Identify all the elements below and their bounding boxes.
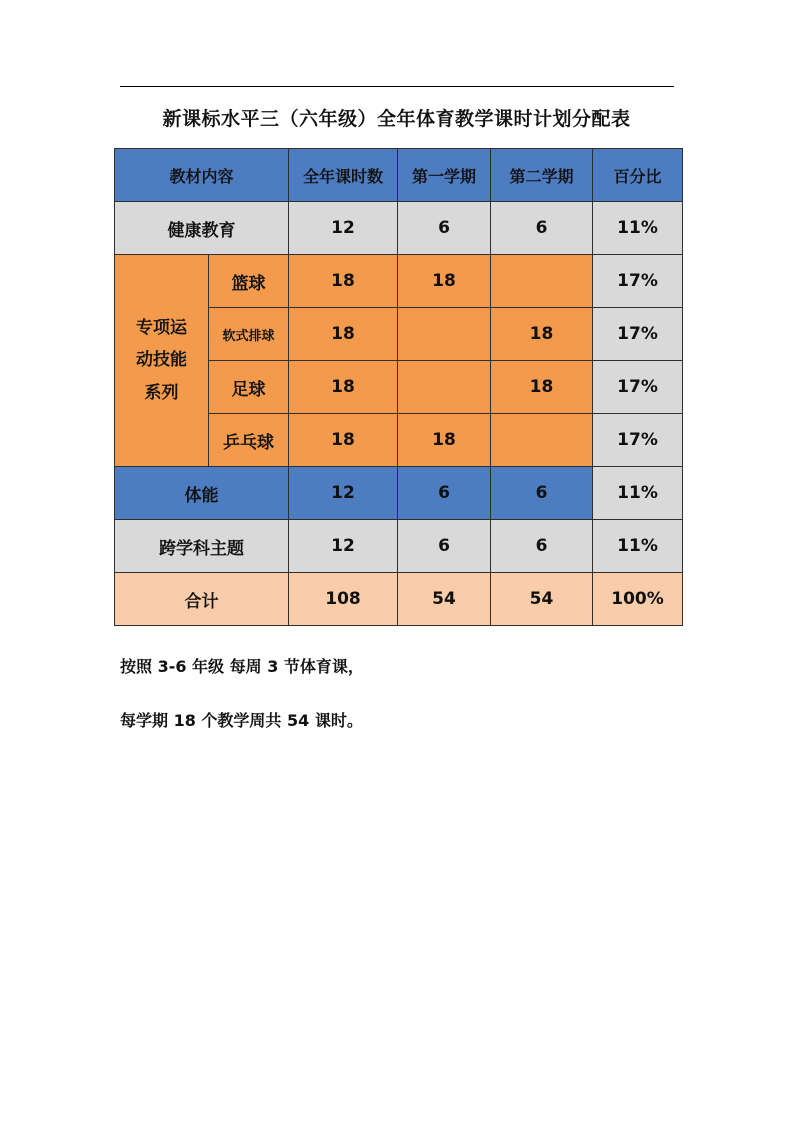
cell-percent: 17% bbox=[593, 308, 683, 361]
table-row-health bbox=[115, 202, 683, 255]
cell-term1: 18 bbox=[398, 414, 491, 467]
cell-term1 bbox=[398, 361, 491, 414]
row-label: 健康教育 bbox=[115, 202, 289, 255]
cell-term1: 6 bbox=[398, 467, 491, 520]
row-label: 软式排球 bbox=[209, 308, 289, 361]
cell-total: 12 bbox=[289, 467, 398, 520]
cell-percent: 11% bbox=[593, 520, 683, 573]
top-rule bbox=[120, 86, 674, 87]
cell-total: 12 bbox=[289, 520, 398, 573]
table-row-sum bbox=[115, 573, 683, 626]
cell-total: 18 bbox=[289, 361, 398, 414]
row-label: 乒乓球 bbox=[209, 414, 289, 467]
cell-term2 bbox=[491, 414, 593, 467]
special-group-label bbox=[115, 255, 209, 467]
header-row bbox=[115, 149, 683, 202]
cell-total: 18 bbox=[289, 414, 398, 467]
row-label: 跨学科主题 bbox=[115, 520, 289, 573]
cell-term1: 54 bbox=[398, 573, 491, 626]
cell-term2: 6 bbox=[491, 520, 593, 573]
note-line: 按照 3-6 年级 每周 3 节体育课， bbox=[120, 657, 364, 676]
table-row-fitness bbox=[115, 467, 683, 520]
cell-term1: 6 bbox=[398, 520, 491, 573]
cell-term2: 54 bbox=[491, 573, 593, 626]
cell-total: 18 bbox=[289, 255, 398, 308]
cell-percent: 11% bbox=[593, 202, 683, 255]
schedule-table bbox=[114, 148, 683, 626]
cell-percent: 100% bbox=[593, 573, 683, 626]
cell-term1: 18 bbox=[398, 255, 491, 308]
note-line: 每学期 18 个教学周共 54 课时。 bbox=[120, 711, 363, 730]
header-percent: 百分比 bbox=[593, 149, 683, 202]
cell-percent: 17% bbox=[593, 255, 683, 308]
header-content: 教材内容 bbox=[115, 149, 289, 202]
group-line: 系列 bbox=[144, 382, 179, 403]
cell-term2: 18 bbox=[491, 308, 593, 361]
header-term2: 第二学期 bbox=[491, 149, 593, 202]
row-label: 体能 bbox=[115, 467, 289, 520]
cell-total: 18 bbox=[289, 308, 398, 361]
row-label: 篮球 bbox=[209, 255, 289, 308]
cell-term2: 18 bbox=[491, 361, 593, 414]
cell-percent: 11% bbox=[593, 467, 683, 520]
row-label: 足球 bbox=[209, 361, 289, 414]
cell-total: 108 bbox=[289, 573, 398, 626]
cell-term1: 6 bbox=[398, 202, 491, 255]
page-title: 新课标水平三（六年级）全年体育教学课时计划分配表 bbox=[162, 108, 631, 130]
group-line: 专项运 bbox=[136, 318, 187, 339]
cell-term2 bbox=[491, 255, 593, 308]
table-row-basketball bbox=[115, 255, 683, 308]
cell-term1 bbox=[398, 308, 491, 361]
cell-percent: 17% bbox=[593, 414, 683, 467]
cell-term2: 6 bbox=[491, 467, 593, 520]
table-row-cross bbox=[115, 520, 683, 573]
cell-total: 12 bbox=[289, 202, 398, 255]
group-line: 动技能 bbox=[136, 350, 187, 371]
header-total: 全年课时数 bbox=[289, 149, 398, 202]
row-label: 合计 bbox=[115, 573, 289, 626]
cell-percent: 17% bbox=[593, 361, 683, 414]
cell-term2: 6 bbox=[491, 202, 593, 255]
header-term1: 第一学期 bbox=[398, 149, 491, 202]
